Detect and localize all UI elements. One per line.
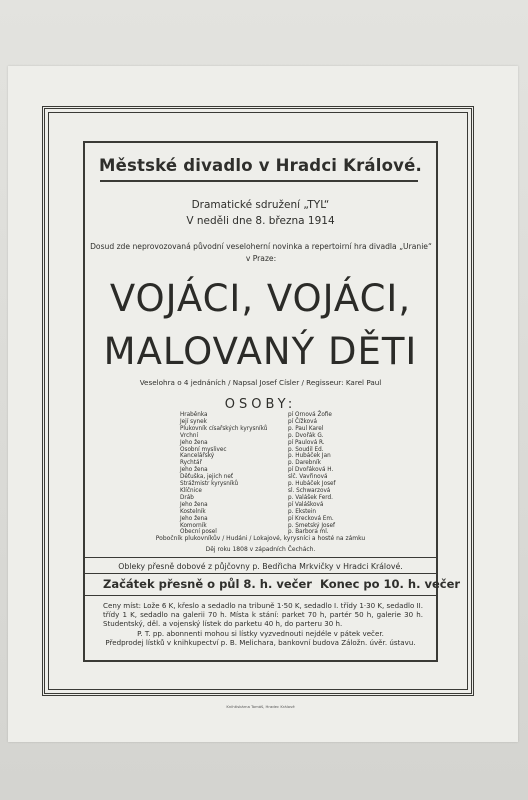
divider-line <box>83 573 438 574</box>
cast-actor: slč. Vavřinová <box>288 474 328 481</box>
cast-actor: p. Valášek Ferd. <box>288 494 333 501</box>
cast-role: Plukovník císařských kyrysníků <box>180 425 268 432</box>
cast-role: Jeho žena <box>180 515 208 522</box>
cast-actor: p. Hubáček Josef <box>288 481 336 488</box>
cast-actor: p. Ekstein <box>288 508 316 515</box>
cast-actor: p. Darebník <box>288 460 321 467</box>
cast-role: Dráb <box>180 494 194 501</box>
cast-actor: p. Dvořák G. <box>288 432 324 439</box>
cast-actor: p. Paul Karel <box>288 425 324 432</box>
play-title-line-2: MALOVANÝ DĚTI <box>103 330 418 373</box>
cast-role: Jeho žena <box>180 467 208 474</box>
cast-role: Klíčnice <box>180 487 202 494</box>
theatre-underline <box>100 180 418 182</box>
cast-actor: p. Soudil Ed. <box>288 446 324 453</box>
cast-footnote: Pobočník plukovníkův / Hudáni / Lokajové, kyrysníci a hosté na zámku <box>155 535 366 542</box>
cast-role: Obecní posel <box>180 529 217 536</box>
play-title-line-1: VOJÁCI, VOJÁCI, <box>109 277 412 320</box>
cast-role: Jeho žena <box>180 501 208 508</box>
costumes-note: Obleky přesně dobové z půjčovny p. Bedřicha Mrkvičky v Hradci Králové. <box>118 562 403 571</box>
start-time: Začátek přesně o půl 8. h. večer <box>103 577 312 591</box>
presale-note: Předprodej lístků v knihkupectví p. B. Melichara, bankovní budova Záložn. úvěr. ústavu. <box>105 638 416 647</box>
ticket-prices: Ceny míst: Lože 6 K, křeslo a sedadlo na tribuně 1·50 K, sedadlo I. třídy 1·30 K, sedadlo II. třídy 1 K, sedadlo na galerii 70 h. Místa k stání: parket 70 h, partér 50 h, galerie 30 h. Studentský, děl. a vojenský lístek do parketu 40 h, do parteru 30 h. <box>103 601 423 629</box>
cast-actor: p. Hubáček Jan <box>288 453 331 460</box>
cast-role: Rychtář <box>180 460 202 467</box>
cast-actor: pí Valášková <box>288 501 324 508</box>
cast-actor: p. Barbora ml. <box>288 529 329 536</box>
cast-actor: pí Čížková <box>288 418 317 425</box>
cast-actor: pí Ornová Žofie <box>288 412 332 418</box>
cast-role: Kostelník <box>180 508 206 515</box>
performance-date: V neděli dne 8. března 1914 <box>186 215 335 227</box>
play-description: Dosud zde neprovozovaná původní veseloherní novinka a repertoirní hra divadla „Uranie“ v Praze: <box>90 242 432 263</box>
cast-actor: pí Paulová R. <box>288 439 325 446</box>
theatre-name: Městské divadlo v Hradci Králové. <box>99 156 422 175</box>
cast-actors-column <box>288 412 336 536</box>
cast-actor: pí Dvořáková H. <box>288 467 334 474</box>
cast-actor: sl. Schwarzová <box>288 487 331 494</box>
cast-role: Její synek <box>180 418 207 425</box>
play-setting: Děj roku 1808 v západních Čechách. <box>205 546 316 553</box>
cast-role: Jeho žena <box>180 439 208 446</box>
subscribers-note: P. T. pp. abonnenti mohou si lístky vyzvednouti nejdéle v pátek večer. <box>137 629 384 638</box>
cast-heading: OSOBY: <box>224 397 297 412</box>
cast-role: Kancelářský <box>180 453 215 460</box>
cast-role: Komorník <box>180 522 207 529</box>
cast-role: Vrchní <box>180 432 199 439</box>
cast-role: Hraběnka <box>180 412 208 418</box>
cast-roles-column <box>180 412 267 536</box>
cast-role: Osobní myslivec <box>180 446 227 453</box>
association-name: Dramatické sdružení „TYL“ <box>191 199 330 211</box>
printer-imprint: Knihtiskárna Tomáš, Hradec Králové <box>226 704 295 709</box>
cast-role: Strážmistr kyrysníků <box>180 481 239 488</box>
cast-actor: pí Krecková Em. <box>288 515 334 522</box>
cast-role: Děťuška, jejich neť <box>180 474 234 481</box>
cast-actor: p. Smetský Josef <box>288 522 335 529</box>
play-credits: Veselohra o 4 jednáních / Napsal Josef Císler / Regisseur: Karel Paul <box>139 378 382 387</box>
end-time: Konec po 10. h. večer <box>320 577 461 591</box>
divider-line <box>83 557 438 558</box>
divider-line <box>83 595 438 596</box>
